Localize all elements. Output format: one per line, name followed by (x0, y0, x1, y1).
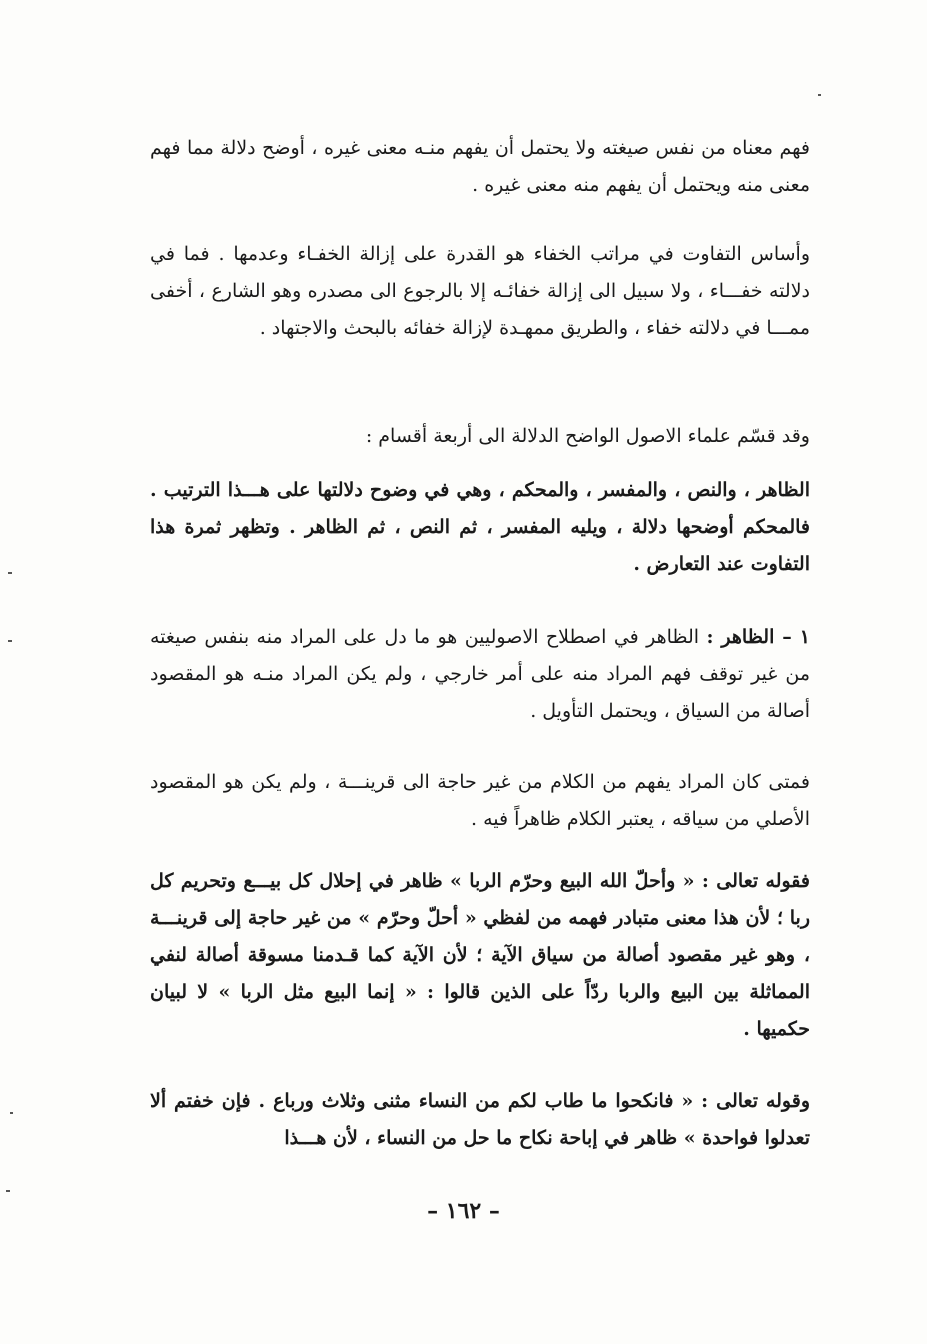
paragraph-text (150, 619, 810, 730)
scan-speck (6, 1190, 10, 1192)
paragraph-text: وقد قسّم علماء الاصول الواضح الدلالة الى أربعة أقسام : (365, 425, 810, 447)
section-heading-zahir: ١ – الظاهر : (706, 626, 810, 648)
section-definition: الظاهر في اصطلاح الاصوليين هو ما دل على المراد منه بنفس صيغته من غير توقف فهم المراد منه على أمر خارجي ، ولم يكن المراد منـه هو المقصود أصالة من السياق ، ويحتمل التأويل . (150, 626, 810, 722)
paragraph-2 (150, 236, 810, 347)
paragraph-7 (150, 863, 810, 1048)
paragraph-text: فقوله تعالى : « وأحلّ الله البيع وحرّم الربا » ظاهر في إحلال كل بيـــع وتحريم كل ربا ؛ لأن هذا معنى متبادر فهمه من لفظي « أحلّ وحرّم » من غير حاجة إلى قرينـــة ، وهو غير مقصود أصالة من سياق الآية ؛ لأن الآية كما قـدمنا مسوقة أصالة لنفي المماثلة بين البيع والربا ردّاً على الذين قالوا : « إنما البيع مثل الربا » لا لبيان حكميها . (150, 870, 810, 1040)
paragraph-text: الظاهر ، والنص ، والمفسر ، والمحكم ، وهي في وضوح دلالتها على هـــذا الترتيب . فالمحكم أوضحها دلالة ، ويليه المفسر ، ثم النص ، ثم الظاهر . وتظهر ثمرة هذا التفاوت عند التعارض . (150, 479, 810, 575)
paragraph-4 (150, 472, 810, 583)
scan-speck (818, 94, 821, 96)
scan-speck (8, 572, 12, 574)
paragraph-3 (150, 418, 810, 455)
paragraph-text: وأساس التفاوت في مراتب الخفاء هو القدرة على إزالة الخفـاء وعدمها . فما في دلالته خفـــاء ، ولا سبيل الى إزالة خفائـه إلا بالرجوع الى مصدره وهو الشارع ، أخفى ممـــا في دلالته خفاء ، والطريق ممهـدة لإزالة خفائه بالبحث والاجتهاد . (150, 243, 810, 339)
paragraph-5 (150, 619, 810, 730)
paragraph-6 (150, 764, 810, 838)
paragraph-text: فمتى كان المراد يفهم من الكلام من غير حاجة الى قرينـــة ، ولم يكن هو المقصود الأصلي من سياقه ، يعتبر الكلام ظاهراً فيه . (150, 771, 810, 830)
scan-speck (8, 640, 12, 642)
paragraph-text: فهم معناه من نفس صيغته ولا يحتمل أن يفهم منـه معنى غيره ، أوضح دلالة مما فهم معنى منه ويحتمل أن يفهم منه معنى غيره . (150, 137, 810, 196)
paragraph-8 (150, 1083, 810, 1157)
page-number: – ١٦٢ – (427, 1198, 500, 1224)
scan-speck (10, 1112, 13, 1114)
paragraph-text: وقوله تعالى : « فانكحوا ما طاب لكم من النساء مثنى وثلاث ورباع . فإن خفتم ألا تعدلوا فواحدة » ظاهر في إباحة نكاح ما حل من النساء ، لأن هـــذا (150, 1090, 810, 1149)
paragraph-1 (150, 130, 810, 204)
